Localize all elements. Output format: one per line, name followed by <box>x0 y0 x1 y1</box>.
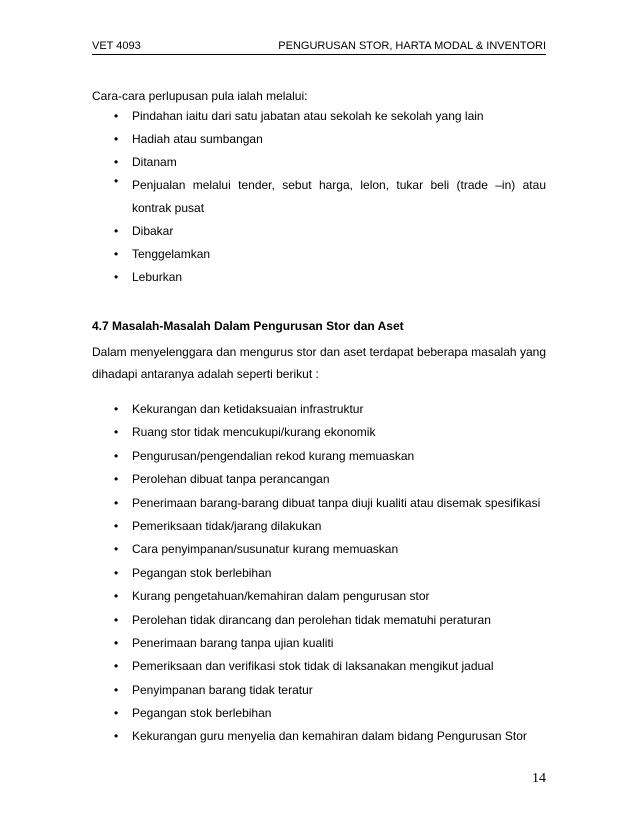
bullet-icon: • <box>114 132 119 146</box>
disposal-methods-list <box>114 109 546 293</box>
bullet-icon: • <box>114 706 119 721</box>
list-item: • Perolehan tidak dirancang dan perolehan tidak mematuhi peraturan <box>114 612 491 627</box>
list-item: • Cara penyimpanan/susunatur kurang memuaskan <box>114 542 399 557</box>
bullet-icon: • <box>114 659 119 674</box>
list-item: • Hadiah atau sumbangan <box>114 132 263 146</box>
bullet-icon: • <box>114 109 119 123</box>
bullet-icon: • <box>114 729 119 744</box>
section-heading: 4.7 Masalah-Masalah Dalam Pengurusan Stor dan Aset <box>92 319 404 333</box>
list-item: • Kurang pengetahuan/kemahiran dalam pengurusan stor <box>114 589 430 604</box>
bullet-icon: • <box>114 518 119 533</box>
course-title: PENGURUSAN STOR, HARTA MODAL & INVENTORI <box>278 40 546 52</box>
list-item: • Penyimpanan barang tidak teratur <box>114 682 313 697</box>
bullet-icon: • <box>114 224 119 238</box>
bullet-icon: • <box>114 589 119 604</box>
list-item: • Leburkan <box>114 270 183 284</box>
bullet-icon: • <box>114 155 119 169</box>
list-item: • Pengurusan/pengendalian rekod kurang memuaskan <box>114 448 415 463</box>
list-item: • Penerimaan barang tanpa ujian kualiti <box>114 635 334 650</box>
intro-text: Cara-cara perlupusan pula ialah melalui: <box>92 89 308 103</box>
list-item: • Kekurangan dan ketidaksuaian infrastruktur <box>114 402 364 416</box>
bullet-icon: • <box>114 425 119 440</box>
bullet-icon: • <box>114 174 119 188</box>
list-item: • Kekurangan guru menyelia dan kemahiran dalam bidang Pengurusan Stor <box>114 729 527 744</box>
bullet-icon: • <box>114 247 119 261</box>
course-code: VET 4093 <box>92 40 141 52</box>
bullet-icon: • <box>114 448 119 463</box>
bullet-icon: • <box>114 612 119 627</box>
page-number: 14 <box>532 771 546 786</box>
list-item: • Pemeriksaan tidak/jarang dilakukan <box>114 518 322 533</box>
bullet-icon: • <box>114 402 119 416</box>
page-header <box>92 38 546 55</box>
bullet-icon: • <box>114 635 119 650</box>
section-paragraph: Dalam menyelenggara dan mengurus stor dan aset terdapat beberapa masalah yang dihadapi antaranya adalah seperti berikut : <box>92 345 546 381</box>
list-item: • Perolehan dibuat tanpa perancangan <box>114 472 330 487</box>
list-item: • Penjualan melalui tender, sebut harga, lelon, tukar beli (trade –in) atau kontrak pusat <box>114 174 546 215</box>
bullet-icon: • <box>114 542 119 557</box>
bullet-icon: • <box>114 270 119 284</box>
list-item: • Penerimaan barang-barang dibuat tanpa diuji kualiti atau disemak spesifikasi <box>114 495 541 510</box>
bullet-icon: • <box>114 682 119 697</box>
bullet-icon: • <box>114 495 119 510</box>
problems-list <box>114 402 546 753</box>
list-item: • Pemeriksaan dan verifikasi stok tidak di laksanakan mengikut jadual <box>114 659 494 674</box>
list-item: • Pegangan stok berlebihan <box>114 565 272 580</box>
bullet-icon: • <box>114 472 119 487</box>
list-item: • Pegangan stok berlebihan <box>114 706 272 721</box>
list-item: • Tenggelamkan <box>114 247 211 261</box>
list-item: • Ditanam <box>114 155 177 169</box>
list-item: • Ruang stor tidak mencukupi/kurang ekonomik <box>114 425 376 440</box>
list-item: • Dibakar <box>114 224 174 238</box>
bullet-icon: • <box>114 565 119 580</box>
list-item: • Pindahan iaitu dari satu jabatan atau sekolah ke sekolah yang lain <box>114 109 484 123</box>
